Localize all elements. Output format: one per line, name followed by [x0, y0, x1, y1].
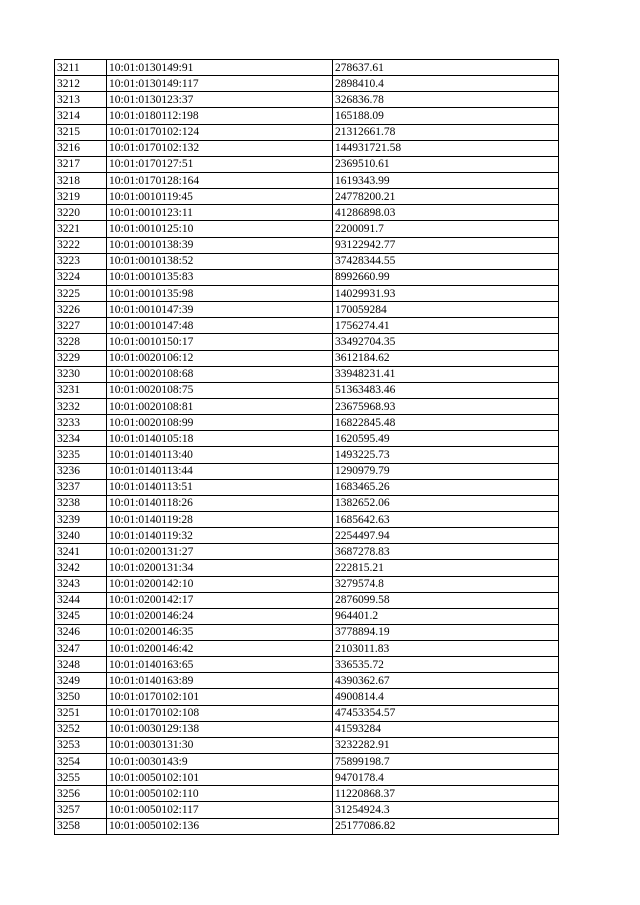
row-number-cell: 3211	[55, 60, 107, 76]
cadastral-number-cell: 10:01:0170102:101	[107, 689, 333, 705]
row-number-cell: 3219	[55, 189, 107, 205]
value-cell: 336535.72	[333, 657, 559, 673]
row-number-cell: 3216	[55, 140, 107, 156]
value-cell: 2369510.61	[333, 156, 559, 172]
value-cell: 2876099.58	[333, 592, 559, 608]
cadastral-number-cell: 10:01:0030131:30	[107, 737, 333, 753]
cadastral-number-cell: 10:01:0140105:18	[107, 431, 333, 447]
row-number-cell: 3252	[55, 721, 107, 737]
value-cell: 51363483.46	[333, 382, 559, 398]
row-number-cell: 3213	[55, 92, 107, 108]
cadastral-number-cell: 10:01:0140113:40	[107, 447, 333, 463]
cadastral-number-cell: 10:01:0050102:110	[107, 786, 333, 802]
table-row	[55, 285, 559, 301]
row-number-cell: 3223	[55, 253, 107, 269]
row-number-cell: 3251	[55, 705, 107, 721]
cadastral-number-cell: 10:01:0200146:24	[107, 608, 333, 624]
value-cell: 2254497.94	[333, 528, 559, 544]
row-number-cell: 3253	[55, 737, 107, 753]
cadastral-number-cell: 10:01:0170128:164	[107, 172, 333, 188]
value-cell: 4900814.4	[333, 689, 559, 705]
table-row	[55, 350, 559, 366]
row-number-cell: 3233	[55, 415, 107, 431]
cadastral-number-cell: 10:01:0200142:10	[107, 576, 333, 592]
value-cell: 31254924.3	[333, 802, 559, 818]
table-row	[55, 818, 559, 834]
table-row	[55, 447, 559, 463]
value-cell: 3279574.8	[333, 576, 559, 592]
cadastral-number-cell: 10:01:0180112:198	[107, 108, 333, 124]
table-row	[55, 511, 559, 527]
table-row	[55, 269, 559, 285]
table-row	[55, 237, 559, 253]
value-cell: 1620595.49	[333, 431, 559, 447]
cadastral-number-cell: 10:01:0140119:32	[107, 528, 333, 544]
cadastral-number-cell: 10:01:0200131:27	[107, 544, 333, 560]
value-cell: 144931721.58	[333, 140, 559, 156]
table-row	[55, 60, 559, 76]
value-cell: 9470178.4	[333, 770, 559, 786]
cadastral-number-cell: 10:01:0130149:91	[107, 60, 333, 76]
table-row	[55, 705, 559, 721]
value-cell: 24778200.21	[333, 189, 559, 205]
table-row	[55, 624, 559, 640]
table-row	[55, 172, 559, 188]
table-row	[55, 415, 559, 431]
table-row	[55, 673, 559, 689]
table-body	[55, 60, 559, 835]
cadastral-number-cell: 10:01:0010138:52	[107, 253, 333, 269]
table-row	[55, 786, 559, 802]
value-cell: 222815.21	[333, 560, 559, 576]
value-cell: 1685642.63	[333, 511, 559, 527]
value-cell: 75899198.7	[333, 754, 559, 770]
row-number-cell: 3214	[55, 108, 107, 124]
table-row	[55, 463, 559, 479]
table-row	[55, 641, 559, 657]
table-row	[55, 608, 559, 624]
value-cell: 23675968.93	[333, 398, 559, 414]
row-number-cell: 3215	[55, 124, 107, 140]
table-row	[55, 398, 559, 414]
cadastral-number-cell: 10:01:0050102:136	[107, 818, 333, 834]
row-number-cell: 3248	[55, 657, 107, 673]
row-number-cell: 3217	[55, 156, 107, 172]
value-cell: 170059284	[333, 302, 559, 318]
cadastral-number-cell: 10:01:0010119:45	[107, 189, 333, 205]
row-number-cell: 3257	[55, 802, 107, 818]
cadastral-number-cell: 10:01:0030129:138	[107, 721, 333, 737]
row-number-cell: 3234	[55, 431, 107, 447]
cadastral-number-cell: 10:01:0140118:26	[107, 495, 333, 511]
cadastral-number-cell: 10:01:0010135:83	[107, 269, 333, 285]
table-row	[55, 156, 559, 172]
table-row	[55, 721, 559, 737]
row-number-cell: 3221	[55, 221, 107, 237]
table-row	[55, 76, 559, 92]
value-cell: 11220868.37	[333, 786, 559, 802]
value-cell: 165188.09	[333, 108, 559, 124]
cadastral-number-cell: 10:01:0140119:28	[107, 511, 333, 527]
table-row	[55, 770, 559, 786]
table-row	[55, 92, 559, 108]
value-cell: 3778894.19	[333, 624, 559, 640]
value-cell: 3687278.83	[333, 544, 559, 560]
row-number-cell: 3245	[55, 608, 107, 624]
value-cell: 326836.78	[333, 92, 559, 108]
cadastral-number-cell: 10:01:0170102:108	[107, 705, 333, 721]
cadastral-number-cell: 10:01:0200146:35	[107, 624, 333, 640]
cadastral-number-cell: 10:01:0140163:89	[107, 673, 333, 689]
table-row	[55, 108, 559, 124]
value-cell: 8992660.99	[333, 269, 559, 285]
table-row	[55, 560, 559, 576]
row-number-cell: 3227	[55, 318, 107, 334]
cadastral-number-cell: 10:01:0170127:51	[107, 156, 333, 172]
table-row	[55, 221, 559, 237]
row-number-cell: 3232	[55, 398, 107, 414]
table-row	[55, 689, 559, 705]
row-number-cell: 3225	[55, 285, 107, 301]
value-cell: 3612184.62	[333, 350, 559, 366]
cadastral-number-cell: 10:01:0020106:12	[107, 350, 333, 366]
table-row	[55, 754, 559, 770]
cadastral-number-cell: 10:01:0170102:132	[107, 140, 333, 156]
cadastral-number-cell: 10:01:0010138:39	[107, 237, 333, 253]
row-number-cell: 3238	[55, 495, 107, 511]
row-number-cell: 3250	[55, 689, 107, 705]
row-number-cell: 3255	[55, 770, 107, 786]
table-row	[55, 528, 559, 544]
row-number-cell: 3249	[55, 673, 107, 689]
table-row	[55, 334, 559, 350]
table-row	[55, 205, 559, 221]
table-row	[55, 140, 559, 156]
row-number-cell: 3246	[55, 624, 107, 640]
row-number-cell: 3256	[55, 786, 107, 802]
cadastral-number-cell: 10:01:0200142:17	[107, 592, 333, 608]
row-number-cell: 3239	[55, 511, 107, 527]
table-row	[55, 431, 559, 447]
table-row	[55, 592, 559, 608]
cadastral-number-cell: 10:01:0140163:65	[107, 657, 333, 673]
cadastral-number-cell: 10:01:0140113:51	[107, 479, 333, 495]
row-number-cell: 3220	[55, 205, 107, 221]
table-row	[55, 495, 559, 511]
data-table	[54, 59, 559, 835]
row-number-cell: 3240	[55, 528, 107, 544]
value-cell: 25177086.82	[333, 818, 559, 834]
cadastral-number-cell: 10:01:0010135:98	[107, 285, 333, 301]
cadastral-number-cell: 10:01:0010150:17	[107, 334, 333, 350]
value-cell: 2200091.7	[333, 221, 559, 237]
table-row	[55, 366, 559, 382]
cadastral-number-cell: 10:01:0010123:11	[107, 205, 333, 221]
value-cell: 964401.2	[333, 608, 559, 624]
cadastral-number-cell: 10:01:0010147:39	[107, 302, 333, 318]
cadastral-number-cell: 10:01:0020108:68	[107, 366, 333, 382]
row-number-cell: 3236	[55, 463, 107, 479]
value-cell: 37428344.55	[333, 253, 559, 269]
value-cell: 1290979.79	[333, 463, 559, 479]
table-row	[55, 253, 559, 269]
cadastral-number-cell: 10:01:0020108:81	[107, 398, 333, 414]
value-cell: 33492704.35	[333, 334, 559, 350]
value-cell: 278637.61	[333, 60, 559, 76]
row-number-cell: 3247	[55, 641, 107, 657]
table-row	[55, 576, 559, 592]
row-number-cell: 3242	[55, 560, 107, 576]
table-row	[55, 657, 559, 673]
row-number-cell: 3229	[55, 350, 107, 366]
table-row	[55, 124, 559, 140]
row-number-cell: 3241	[55, 544, 107, 560]
value-cell: 47453354.57	[333, 705, 559, 721]
value-cell: 1619343.99	[333, 172, 559, 188]
table-row	[55, 737, 559, 753]
value-cell: 41286898.03	[333, 205, 559, 221]
value-cell: 16822845.48	[333, 415, 559, 431]
row-number-cell: 3230	[55, 366, 107, 382]
cadastral-number-cell: 10:01:0170102:124	[107, 124, 333, 140]
row-number-cell: 3212	[55, 76, 107, 92]
cadastral-number-cell: 10:01:0010125:10	[107, 221, 333, 237]
table-row	[55, 802, 559, 818]
value-cell: 1756274.41	[333, 318, 559, 334]
row-number-cell: 3244	[55, 592, 107, 608]
cadastral-number-cell: 10:01:0020108:75	[107, 382, 333, 398]
cadastral-number-cell: 10:01:0200146:42	[107, 641, 333, 657]
value-cell: 3232282.91	[333, 737, 559, 753]
value-cell: 1683465.26	[333, 479, 559, 495]
cadastral-number-cell: 10:01:0200131:34	[107, 560, 333, 576]
table-row	[55, 318, 559, 334]
table-row	[55, 302, 559, 318]
value-cell: 1382652.06	[333, 495, 559, 511]
cadastral-number-cell: 10:01:0140113:44	[107, 463, 333, 479]
row-number-cell: 3237	[55, 479, 107, 495]
row-number-cell: 3228	[55, 334, 107, 350]
row-number-cell: 3218	[55, 172, 107, 188]
table-row	[55, 382, 559, 398]
table-row	[55, 479, 559, 495]
row-number-cell: 3231	[55, 382, 107, 398]
cadastral-number-cell: 10:01:0050102:101	[107, 770, 333, 786]
row-number-cell: 3254	[55, 754, 107, 770]
row-number-cell: 3222	[55, 237, 107, 253]
value-cell: 21312661.78	[333, 124, 559, 140]
value-cell: 41593284	[333, 721, 559, 737]
row-number-cell: 3226	[55, 302, 107, 318]
value-cell: 33948231.41	[333, 366, 559, 382]
value-cell: 1493225.73	[333, 447, 559, 463]
cadastral-number-cell: 10:01:0020108:99	[107, 415, 333, 431]
row-number-cell: 3243	[55, 576, 107, 592]
row-number-cell: 3224	[55, 269, 107, 285]
table-row	[55, 189, 559, 205]
cadastral-number-cell: 10:01:0030143:9	[107, 754, 333, 770]
cadastral-number-cell: 10:01:0010147:48	[107, 318, 333, 334]
value-cell: 2103011.83	[333, 641, 559, 657]
value-cell: 4390362.67	[333, 673, 559, 689]
value-cell: 93122942.77	[333, 237, 559, 253]
value-cell: 14029931.93	[333, 285, 559, 301]
cadastral-number-cell: 10:01:0050102:117	[107, 802, 333, 818]
table-row	[55, 544, 559, 560]
row-number-cell: 3235	[55, 447, 107, 463]
cadastral-number-cell: 10:01:0130123:37	[107, 92, 333, 108]
cadastral-number-cell: 10:01:0130149:117	[107, 76, 333, 92]
row-number-cell: 3258	[55, 818, 107, 834]
value-cell: 2898410.4	[333, 76, 559, 92]
